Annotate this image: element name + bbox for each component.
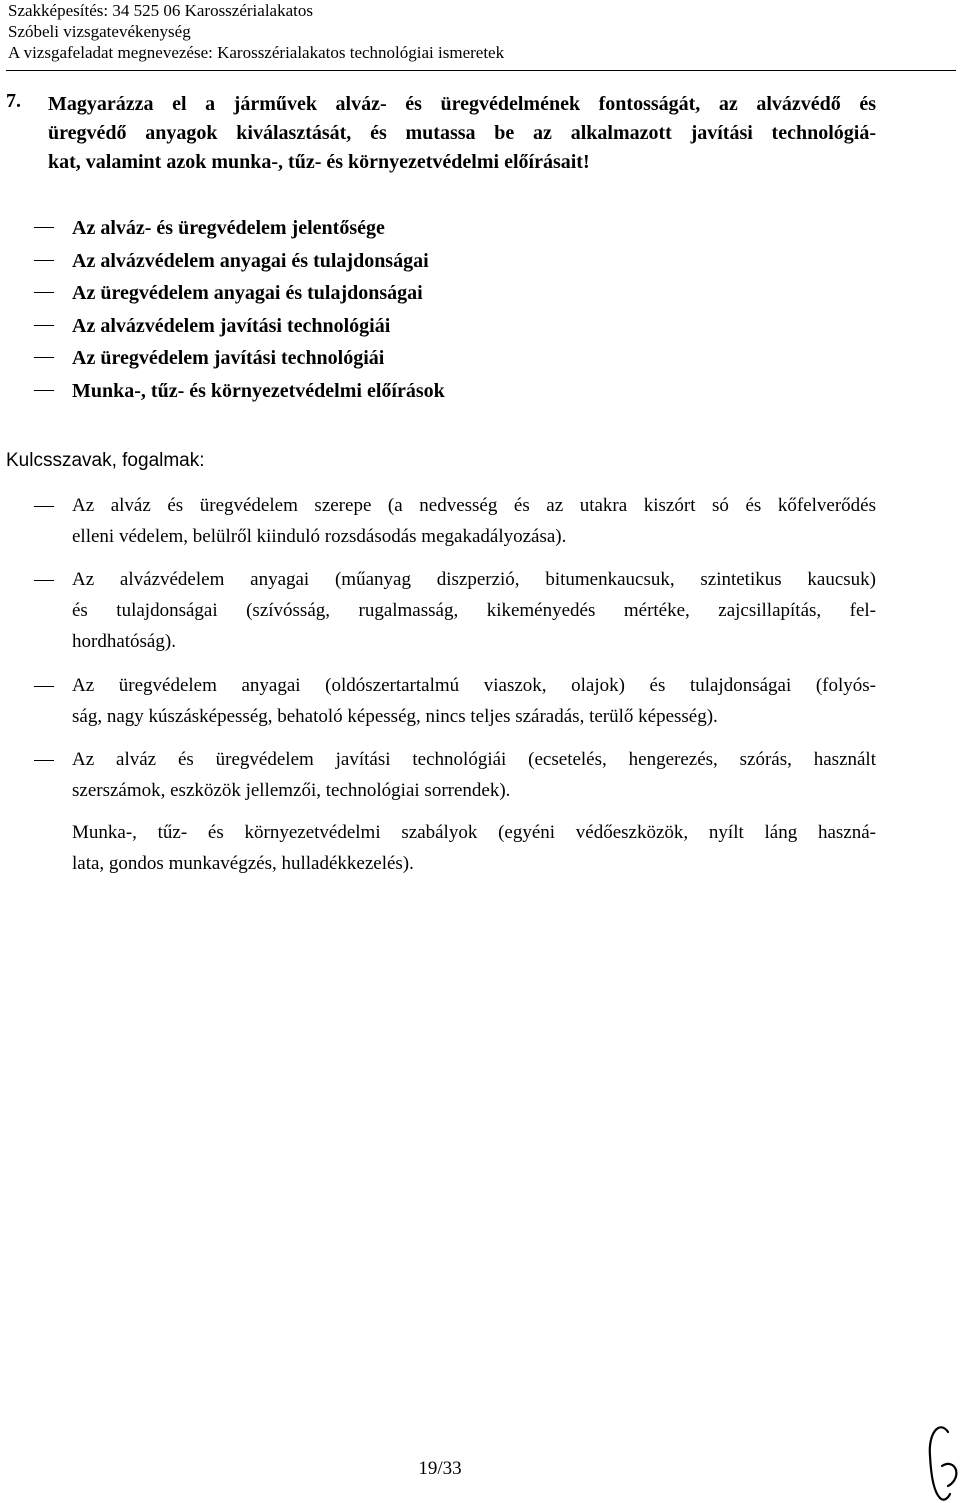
dash-bullet [34,357,54,358]
keyword-item: Az alvázvédelem anyagai (műanyag diszperzió, bitumenkaucsuk, szintetikus kaucsuk) és tulajdonságai (szívósság, rugalmasság, kikeményedés mértéke, zajcsillapítás, fel- hordhatóság). [72,564,876,657]
signature-mark [918,1418,960,1503]
topic-item: Az üregvédelem javítási technológiái [34,344,874,377]
header-qualification: Szakképesítés: 34 525 06 Karosszérialakatos [8,1,313,20]
page-header [8,0,504,63]
question-line: kat, valamint azok munka-, tűz- és környezetvédelmi előírásait! [48,151,590,173]
keyword-paragraph: Munka-, tűz- és környezetvédelmi szabályok (egyéni védőeszközök, nyílt láng haszná- lata, gondos munkavégzés, hulladékkezelés). [72,822,876,874]
header-divider [6,70,956,71]
keywords-title: Kulcsszavak, fogalmak: [6,450,205,471]
dash-bullet [34,325,54,326]
keyword-item: Az üregvédelem anyagai (oldószertartalmú viaszok, olajok) és tulajdonságai (folyós- ság, nagy kúszásképesség, behatoló képesség, nincs teljes száradás, terülő képesség). [72,670,876,732]
keyword-item: Az alváz és üregvédelem szerepe (a nedvesség és az utakra kiszórt só és kőfelverődés elleni védelem, belülről kiinduló rozsdásodás megakadályozása). [72,490,876,552]
question-line: üregvédő anyagok kiválasztását, és mutassa be az alkalmazott javítási technológiá- [48,122,876,144]
question-text [48,90,876,177]
dash-bullet [34,227,54,228]
topic-item: Az alvázvédelem anyagai és tulajdonságai [34,247,874,280]
topic-item: Az alvázvédelem javítási technológiái [34,312,874,345]
topic-item: Munka-, tűz- és környezetvédelmi előírások [34,377,874,410]
page-number: 19/33 [418,1458,462,1479]
topic-item: Az üregvédelem anyagai és tulajdonságai [34,279,874,312]
dash-bullet [34,686,54,687]
dash-bullet [34,580,54,581]
dash-bullet [34,292,54,293]
dash-bullet [34,390,54,391]
topic-list [34,214,874,409]
topic-item: Az alváz- és üregvédelem jelentősége [34,214,874,247]
question-number: 7. [6,90,21,112]
dash-bullet [34,760,54,761]
question-line: Magyarázza el a járművek alváz- és üregvédelmének fontosságát, az alvázvédő és [48,93,876,115]
keyword-item: Az alváz és üregvédelem javítási technológiái (ecsetelés, hengerezés, szórás, használt szerszámok, eszközök jellemzői, technológiai sorrendek). [72,744,876,806]
dash-bullet [34,260,54,261]
header-activity: Szóbeli vizsgatevékenység [8,22,191,41]
dash-bullet [34,506,54,507]
header-task-name: A vizsgafeladat megnevezése: Karosszérialakatos technológiai ismeretek [8,43,505,62]
